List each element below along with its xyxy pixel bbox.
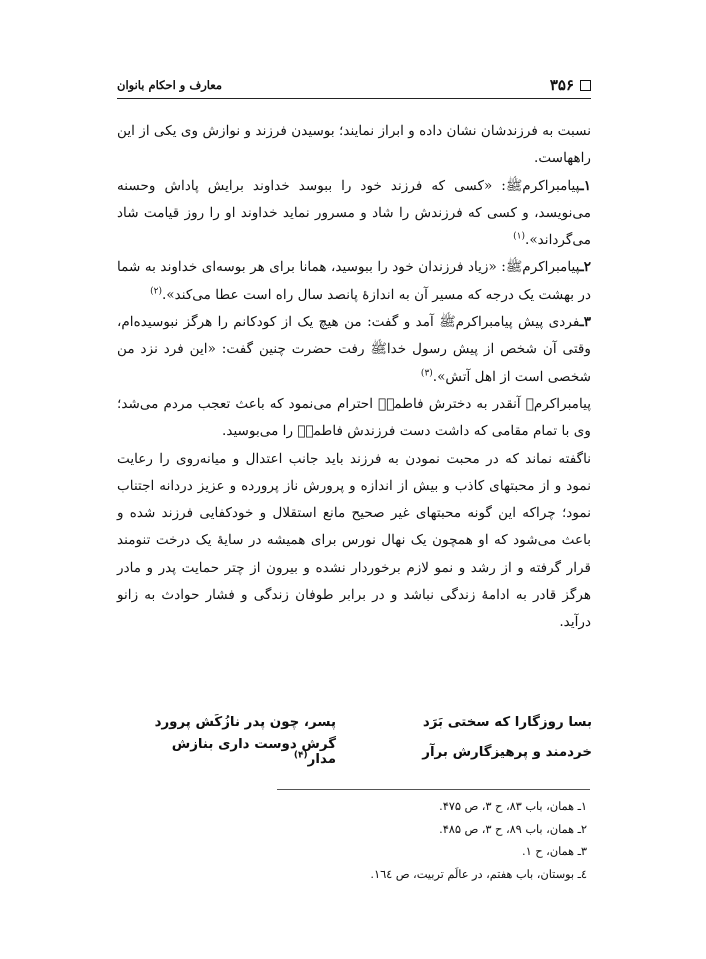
book-title: معارف و احکام بانوان — [117, 78, 223, 92]
square-bullet-icon — [580, 80, 591, 91]
poem-verse — [130, 737, 592, 767]
poem-verse — [130, 707, 592, 737]
paragraph-text: نسبت به فرزندشان نشان داده و ابراز نمایند؛ بوسیدن فرزند و نوازش وی یکی از این راههاست. — [117, 123, 591, 167]
footnote: ۳ـ همان، ح ۱. — [522, 845, 587, 858]
page-number-block — [550, 76, 591, 94]
poem-hemistich-right: بسا روزگارا که سختی بَرَد — [422, 714, 592, 730]
paragraph — [117, 254, 591, 309]
poem-hemistich-text: پسر، چون پدر نازُکَش پرورد — [154, 714, 336, 730]
paragraph-text: پیامبراکرمﷺ: «کسی که فرزند خود را ببوسد خداوند برایش پاداش وحسنه می‌نویسد، و کسی که فرزندش را شاد و مسرور نماید خداوند او را روز قیامت شاد می‌گرداند». — [117, 177, 591, 249]
body-text — [117, 118, 591, 637]
paragraph — [117, 446, 591, 637]
footnote-ref: (۴) — [293, 750, 308, 761]
paragraph-text: پیامبراکرمﷺ: «زیاد فرزندان خود را ببوسید، همانا برای هر بوسه‌ای خداوند به شما در بهشت یک درجه که مسیر آن به اندازهٔ پانصد سال راه است عطا می‌کند». — [117, 259, 591, 303]
paragraph-text: ناگفته نماند که در محبت نمودن به فرزند باید جانب اعتدال و میانه‌روی را رعایت نمود و از محبتهای کاذب و بیش از اندازه و پرورش ناز پرورده و عزیز دردانه اجتناب نمود؛ چراکه این گونه محبتهای غیر صحیح مانع استقلال و خودکفایی فرزند شده و باعث می‌شود که او همچون یک نهال نورس برای همیشه در سایهٔ یک درخت تنومند قرار گرفته و از رشد و نمو لازم برخوردار نشده و بیرون از چتر حمایت پدر و مادر هرگز قادر به ادامهٔ زندگی نباشد و در برابر طوفان زندگی و فشار حوادث به زانو درآید. — [117, 450, 591, 631]
footnotes — [117, 796, 587, 886]
footnote: ۲ـ همان، باب ۸۹، ح ۳، ص ۴۸۵. — [439, 822, 587, 836]
paragraph-text: فردی پیش پیامبراکرمﷺ آمد و گفت: من هیچ یک از کودکانم را هرگز نبوسیده‌ام، وقتی آن شخص از پیش رسول خداﷺ رفت حضرت چنین گفت: «این فرد نزد من شخصی است از اهل آتش». — [117, 314, 591, 385]
footnote-ref: (۲) — [150, 286, 162, 297]
footnote-separator — [277, 789, 590, 790]
paragraph — [117, 118, 591, 173]
paragraph — [117, 173, 591, 255]
paragraph — [117, 309, 591, 391]
item-number: ۲ـ — [579, 259, 591, 276]
item-number: ۳ـ — [579, 314, 591, 331]
paragraph-text: پیامبراکرمﷺ آنقدر به دخترش فاطمهؑ احترام می‌نمود که باعث تعجب مردم می‌شد؛ وی با تمام مقامی که داشت دست فرزندش فاطمهؑ را می‌بوسید. — [117, 395, 591, 440]
footnote-ref: (۳) — [420, 368, 433, 379]
page-header — [117, 72, 591, 99]
paragraph — [117, 391, 591, 446]
footnote: ٤ـ بوستان، باب هفتم، در عالَم تربیت، ص ١٦٤. — [370, 867, 587, 881]
page-number: ۳۵۶ — [549, 76, 574, 94]
poem-hemistich-right: خردمند و پرهیزگارش برآر — [422, 744, 592, 760]
poem-hemistich-left — [130, 737, 336, 767]
poem-hemistich-left — [130, 715, 336, 730]
item-number: ۱ـ — [579, 177, 591, 194]
footnote: ۱ـ همان، باب ۸۳، ح ۳، ص ۴۷۵. — [439, 800, 587, 813]
poem-hemistich-text: گرش دوست داری بنازش مدار — [171, 737, 336, 767]
footnote-ref: (۱) — [513, 231, 526, 242]
poem — [130, 707, 592, 767]
